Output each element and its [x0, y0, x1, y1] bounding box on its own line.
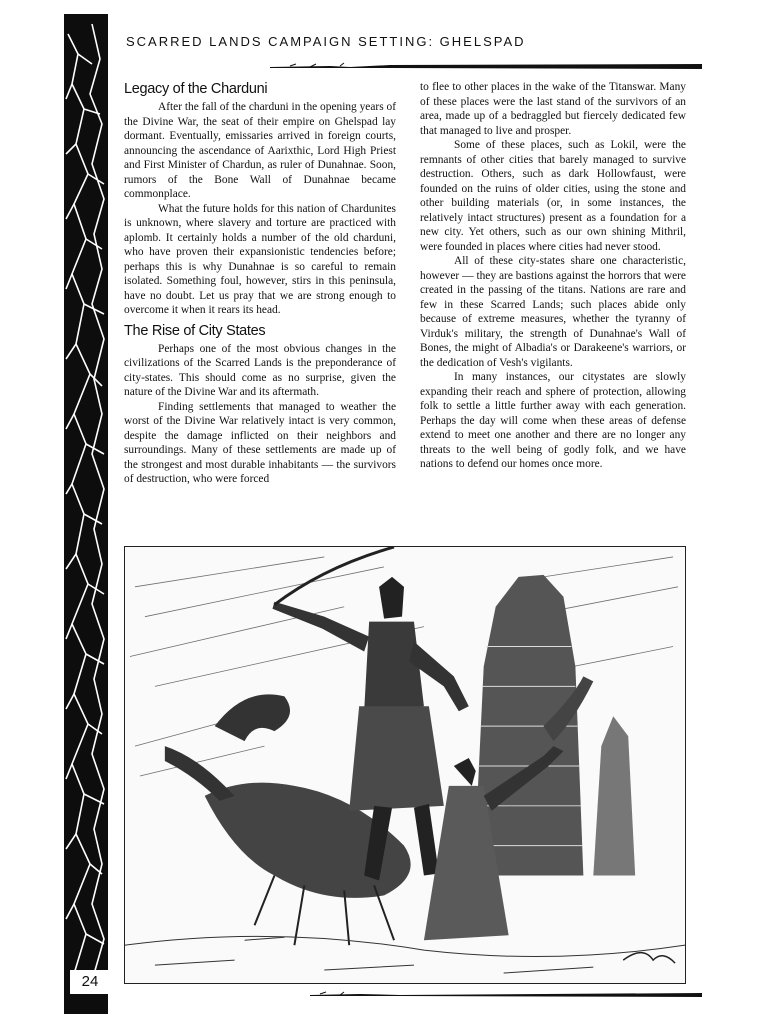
- body-paragraph: All of these city-states share one characteristic, however — they are bastions against the horrors that were created in the passing of the titans. Nations are rare and few in these Scarred Lands; such places abide only because of extreme measures, whether the tyranny of Virduk's military, the strength of Dunahnae's Wall of Bones, the might of Albadia's or Darakeene's warriors, or the dedication of Vesh's vigilants.: [420, 255, 686, 369]
- left-column: [124, 80, 396, 487]
- page-number: 24: [70, 970, 110, 994]
- body-paragraph: Finding settlements that managed to weather the worst of the Divine War relatively intact is very common, despite the damage inflicted on their neighbors and surroundings. Many of these settlements are made up of the strongest and most durable inhabitants — the survivors of destruction, who were forced: [124, 400, 396, 485]
- footer-rule: [310, 990, 702, 998]
- body-paragraph: After the fall of the charduni in the opening years of the Divine War, the seat of their empire on Ghelspad lay dormant. Eventually, emissaries arrived in foreign courts, announcing the ascendance of Aarixthic, Lord High Priest and First Minister of Chardun, as ruler of Dunahnae. Soon, rumors of the Bone Wall of Dunahnae became commonplace.: [124, 101, 396, 200]
- body-paragraph: to flee to other places in the wake of the Titanswar. Many of these places were the last stand of the survivors of an area, made up of a bedraggled but fiercely dedicated few that managed to live and prosper.: [420, 81, 686, 137]
- body-paragraph: Some of these places, such as Lokil, were the remnants of other cities that barely managed to survive destruction. Others, such as dark Hollowfaust, were founded on the ruins of older cities, using the stone and other building materials (or, in some instances, the relatively intact structures) present as a foundation for a new city. Yet others, such as our own shining Mithril, were founded in places where cities had never stood.: [420, 139, 686, 253]
- body-paragraph: Perhaps one of the most obvious changes in the civilizations of the Scarred Lands is the preponderance of city-states. This should come as no surprise, given the nature of the Divine War and its aftermath.: [124, 342, 396, 398]
- body-paragraph: In many instances, our citystates are slowly expanding their reach and sphere of protection, allowing folk to settle a little further away with each generation. Perhaps the day will come when these areas of defense extend to meet one another and there are no longer any threats to the well being of godly folk, and we have nations to defend our homes once more.: [420, 371, 686, 470]
- battle-illustration: [124, 546, 686, 984]
- header-rule: [270, 62, 702, 70]
- body-paragraph: What the future holds for this nation of Chardunites is unknown, where slavery and torture are practiced with aplomb. It certainly holds a number of the old charduni, who have proven their expansionistic tendencies before; perhaps this is why Dunahnae is so careful to remain isolated. Something foul, however, stirs in this peninsula, have no doubt. Let us pray that we are strong enough to overcome it when it rears its head.: [124, 202, 396, 316]
- decorative-border: [64, 14, 108, 1014]
- section-heading: The Rise of City States: [124, 322, 266, 339]
- running-head: SCARRED LANDS CAMPAIGN SETTING: GHELSPAD: [126, 34, 526, 49]
- section-heading: Legacy of the Charduni: [124, 81, 268, 97]
- right-column: [420, 80, 686, 472]
